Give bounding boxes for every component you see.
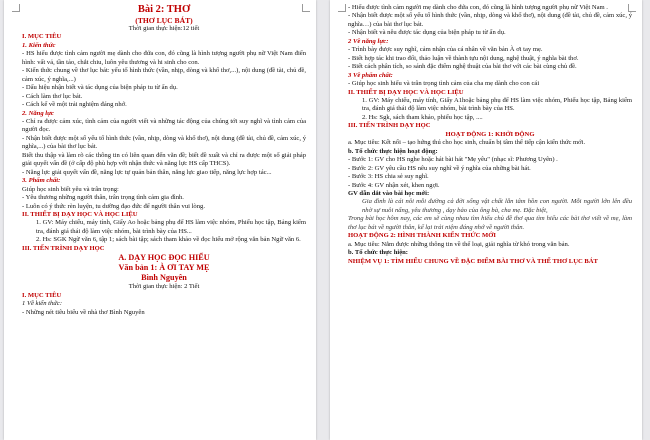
text-line: b. Tổ chức thực hiện: bbox=[348, 249, 408, 257]
text-line: - Kiến thức chung về thơ lục bát: yếu tố hình thức (vần, nhịp, dòng và khổ thơ,...), nội dung (đề tài, chủ đề, cảm xúc, ý nghĩa,...) bbox=[22, 67, 306, 83]
document-page-left bbox=[4, 0, 316, 440]
text-line: II. THIẾT BỊ DẠY HỌC VÀ HỌC LIỆU bbox=[22, 210, 138, 218]
text-line: GV dẫn dắt vào bài học mới: bbox=[348, 189, 430, 197]
text-line: I. MỤC TIÊU bbox=[22, 33, 62, 41]
page-right-text bbox=[348, 4, 632, 266]
text-line: Biết thu thập và làm rõ các thông tin có liên quan đến văn đề; biết đề xuất và chỉ ra được một số giải pháp giải quyết vấn đề (ở cấp độ phù hợp với nhận thức và năng lực HS cấp THCS). bbox=[22, 151, 306, 168]
text-line: - Trình bày được suy nghĩ, cảm nhận của cá nhân về văn bản À ơi tay mẹ. bbox=[348, 46, 543, 54]
text-line: a. Mục tiêu: Nắm được những thông tin về thể loại, giải nghĩa từ khó trong văn bản. bbox=[348, 240, 570, 248]
text-line: HOẠT ĐỘNG 2: HÌNH THÀNH KIẾN THỨC MỚI bbox=[348, 232, 496, 240]
text-line: 3 Về phẩm chất: bbox=[348, 71, 393, 79]
text-line: - Bước 4: GV nhận xét, khen ngợi. bbox=[348, 181, 440, 189]
document-page-right bbox=[330, 0, 642, 440]
text-line: III. TIẾN TRÌNH DẠY HỌC bbox=[348, 122, 431, 130]
page-corner-mark bbox=[338, 4, 346, 12]
text-line: Bài 2: THƠ bbox=[137, 4, 191, 15]
text-line: - Biết cách phân tích, so sánh đặc điểm nghệ thuật của bài thơ với các bài cùng chủ đề. bbox=[348, 63, 577, 71]
text-line: HOẠT ĐỘNG 1: KHỞI ĐỘNG bbox=[445, 130, 535, 138]
text-line: 1. GV: Máy chiếu, máy tính, Giấy A1hoặc bảng phụ để HS làm việc nhóm, Phiếu học tập, Bảng kiểm tra, đánh giá thái độ làm việc nhóm, bài trình bày của HS. bbox=[362, 96, 632, 113]
text-line: 1 Về kiến thức: bbox=[22, 300, 63, 308]
text-line: A. DẠY HỌC ĐỌC HIỂU bbox=[118, 253, 210, 263]
text-line: - HS hiểu được tình cảm người mẹ dành cho đứa con, đó cũng là hình tượng người phụ nữ Việt Nam điển hình: vất vả, tần tảo, chắt chiu, luôn yêu thương và hi sinh cho con. bbox=[22, 50, 306, 66]
text-line: a. Mục tiêu: Kết nối – tạo hứng thú cho học sinh, chuẩn bị tâm thế tiếp cận kiến thức mới. bbox=[348, 139, 586, 147]
text-line: - Nhận biết được một số yếu tố hình thức (vần, nhịp, dòng và khổ thơ), nội dung (đề tài, chủ đề, cảm xúc, ý nghĩa,...) của bài thơ lục bát. bbox=[22, 134, 306, 151]
text-line: 3. Phẩm chất: bbox=[22, 177, 61, 185]
text-line: - Hiểu được tình cảm người mẹ dành cho đứa con, đó cũng là hình tượng người phụ nữ Việt Nam . bbox=[348, 4, 608, 11]
text-line: Văn bản 1: À ƠI TAY MẸ bbox=[118, 263, 210, 273]
text-line: 2 Về năng lực: bbox=[348, 37, 389, 45]
text-line: NHIỆM VỤ 1: TÌM HIỂU CHUNG VỀ ĐẶC ĐIỂM BÀI THƠ VÀ THỂ THƠ LỤC BÁT bbox=[348, 257, 598, 265]
text-line: - Biết hợp tác khi trao đổi, thảo luận về thành tựu nội dung, nghệ thuật, ý nghĩa bài thơ. bbox=[348, 54, 579, 62]
text-line: - Bước 1: GV cho HS nghe hoặc hát bài hát "Mẹ yêu" (nhạc sĩ: Phương Uyên) . bbox=[348, 156, 558, 164]
text-line: Trong bài học hôm nay, các em sẽ cùng nhau tìm hiểu chủ đề thơ qua tìm hiểu các bài thơ viết về mẹ, làm thơ lục bát về người thân, kể lại trải niệm đáng nhớ về người thân. bbox=[348, 215, 632, 231]
page-corner-mark bbox=[12, 4, 20, 12]
text-line: - Dấu hiệu nhận biết và tác dụng của biện pháp tu từ ẩn dụ. bbox=[22, 84, 178, 92]
text-line: 1. Kiến thức bbox=[22, 41, 56, 49]
text-line: b. Tổ chức thực hiện hoạt động: bbox=[348, 147, 438, 155]
text-line: - Nhận biết và nêu được tác dụng của biện pháp tu từ ẩn dụ. bbox=[348, 29, 506, 37]
text-line: - Những nét tiêu biểu về nhà thơ Bình Nguyên bbox=[22, 308, 145, 316]
text-line: - Cách kể về một trải nghiệm đáng nhớ. bbox=[22, 101, 127, 109]
text-line: - Bước 3: HS chia sẻ suy nghĩ. bbox=[348, 173, 429, 181]
text-line: 2. Hs: Sgk, sách tham khảo, phiếu học tập, .... bbox=[362, 113, 483, 121]
text-line: III. TIẾN TRÌNH DẠY HỌC bbox=[22, 244, 105, 252]
text-line: - Bước 2: GV yêu cầu HS nêu suy nghĩ về ý nghĩa của những bài hát. bbox=[348, 164, 531, 172]
text-line: (THƠ LỤC BÁT) bbox=[135, 16, 193, 25]
text-line: Bình Nguyên bbox=[141, 273, 187, 283]
text-line: Giúp học sinh biết yêu và trân trọng: bbox=[22, 185, 119, 193]
text-line: I. MỤC TIÊU bbox=[22, 291, 62, 299]
text-line: II. THIẾT BỊ DẠY HỌC VÀ HỌC LIỆU bbox=[348, 88, 464, 96]
text-line: - Yêu thương những người thân, trân trọng tình cảm gia đình. bbox=[22, 194, 184, 202]
text-line: 2. Hs: SGK Ngữ văn 6, tập 1; sách bài tập; sách tham khảo về đọc hiểu mở rộng văn bản Ngữ văn 6. bbox=[36, 236, 301, 244]
text-line: Thời gian thực hiện: 2 Tiết bbox=[128, 283, 200, 291]
text-line: - Giúp học sinh hiểu và trân trọng tình cảm của cha mẹ dành cho con cái bbox=[348, 80, 540, 88]
text-line: - Chỉ ra được cảm xúc, tình cảm của người viết và những tác động của chúng tới suy nghĩ và tình cảm của người đọc. bbox=[22, 117, 306, 134]
text-line: - Năng lực giải quyết vấn đề, năng lực tự quản bản thân, năng lực giao tiếp, năng lực hợp tác... bbox=[22, 168, 272, 176]
text-line: - Luôn có ý thức rèn luyện, tu dưỡng đạo đức để người thân vui lòng. bbox=[22, 202, 205, 210]
page-left-text bbox=[22, 4, 306, 317]
text-line: 2. Năng lực bbox=[22, 109, 54, 117]
text-line: - Nhận biết được một số yếu tố hình thức (vần, nhịp, dòng và khổ thơ), nội dung (đề tài, chủ đề, cảm xúc, ý nghĩa…) của bài thơ lục bát. bbox=[348, 12, 632, 28]
text-line: Thời gian thực hiện:12 tiết bbox=[128, 25, 200, 32]
text-line: - Cách làm thơ lục bát. bbox=[22, 92, 83, 100]
text-line: 1. GV: Máy chiếu, máy tính, Giấy Ao hoặc bảng phụ để HS làm việc nhóm, Phiếu học tập, Bảng kiểm tra, đánh giá thái độ làm việc nhóm, bài trình bày của HS... bbox=[36, 219, 306, 235]
text-line: Gia đình là cái nôi mỗi đường cả đời sống vật chất lẫn tâm hồn con người. Mỗi người lớn lên đều nhờ sự nuôi nấng, yêu thương , dạy bảo của ông bà, cha mẹ. Đặc biệt, bbox=[362, 198, 632, 214]
